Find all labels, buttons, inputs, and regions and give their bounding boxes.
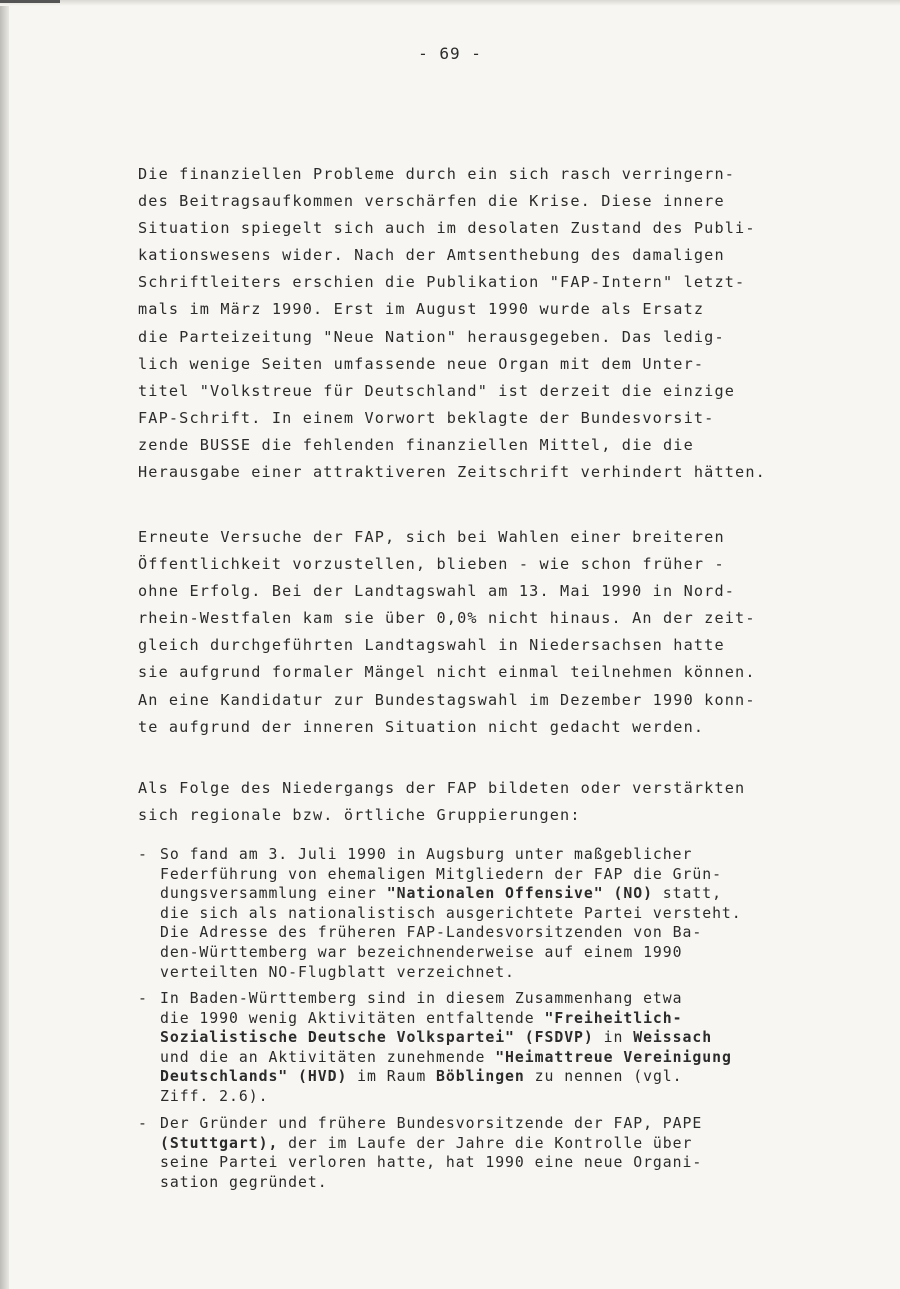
- text-segment: dungsversammlung einer: [160, 885, 387, 903]
- text-line: [160, 1028, 732, 1048]
- emphasized-name: Sozialistische Deutsche Volkspartei" (FSDVP): [160, 1029, 594, 1047]
- emphasized-name: "Heimattreue Vereinigung: [495, 1048, 732, 1066]
- text-line: sich regionale bzw. örtliche Gruppierungen:: [138, 806, 581, 825]
- scan-corner-mark: [0, 0, 60, 3]
- text-segment: den-Württemberg war bezeichnenderweise auf einem 1990: [160, 943, 683, 961]
- text-line: [160, 943, 742, 963]
- text-line: Öffentlichkeit vorzustellen, blieben - wie schon früher -: [138, 555, 725, 574]
- text-segment: und die an Aktivitäten zunehmende: [160, 1048, 496, 1066]
- text-line: [160, 1153, 702, 1173]
- text-line: An eine Kandidatur zur Bundestagswahl im Dezember 1990 konn-: [138, 690, 756, 709]
- text-segment: In Baden-Württemberg sind in diesem Zusammenhang etwa: [160, 990, 683, 1007]
- list-item-nationale-offensive: [138, 845, 742, 982]
- text-segment: im Raum: [347, 1068, 437, 1086]
- text-line: [160, 1087, 732, 1107]
- text-segment: Der Gründer und frühere Bundesvorsitzende der FAP, PAPE: [160, 1115, 703, 1132]
- list-item-text: [160, 845, 742, 982]
- emphasized-name: Weissach: [633, 1029, 713, 1047]
- text-segment: Die Adresse des früheren FAP-Landesvorsitzenden von Ba-: [160, 924, 703, 942]
- text-segment: verteilten NO-Flugblatt verzeichnet.: [160, 963, 515, 981]
- paragraph-regional-groups: [138, 775, 828, 829]
- text-segment: die 1990 wenig Aktivitäten entfaltende: [160, 1009, 545, 1027]
- text-segment: So fand am 3. Juli 1990 in Augsburg unter maßgeblicher: [160, 846, 693, 863]
- list-item-text: [160, 1114, 702, 1192]
- text-line: des Beitragsaufkommen verschärfen die Krise. Diese innere: [138, 192, 725, 211]
- text-line: Herausgabe einer attraktiveren Zeitschrift verhindert hätten.: [138, 463, 766, 482]
- page-number: - 69 -: [418, 44, 482, 63]
- text-segment: Federführung von ehemaligen Mitgliedern der FAP die Grün-: [160, 865, 722, 883]
- text-line: lich wenige Seiten umfassende neue Organ mit dem Unter-: [138, 354, 705, 373]
- emphasized-name: Deutschlands" (HVD): [160, 1068, 348, 1086]
- text-line: gleich durchgeführten Landtagswahl in Niedersachsen hatte: [138, 636, 725, 655]
- text-segment: der im Laufe der Jahre die Kontrolle über: [278, 1134, 693, 1152]
- text-segment: in: [593, 1029, 634, 1047]
- text-segment: zu nennen (vgl.: [524, 1068, 683, 1086]
- emphasized-name: "Freiheitlich-: [544, 1009, 683, 1027]
- text-segment: Ziff. 2.6).: [160, 1087, 269, 1105]
- text-segment: sation gegründet.: [160, 1173, 328, 1191]
- text-line: [160, 963, 742, 983]
- text-line: Schriftleiters erschien die Publikation "FAP-Intern" letzt-: [138, 273, 746, 292]
- text-segment: statt,: [652, 885, 722, 903]
- paragraph-elections: [138, 524, 828, 741]
- text-line: rhein-Westfalen kam sie über 0,0% nicht hinaus. An der zeit-: [138, 609, 756, 628]
- list-bullet-dash: -: [138, 846, 148, 863]
- text-line: mals im März 1990. Erst im August 1990 wurde als Ersatz: [138, 300, 705, 319]
- list-item-pape: [138, 1114, 702, 1192]
- text-line: Situation spiegelt sich auch im desolaten Zustand des Publi-: [138, 219, 756, 238]
- text-line: FAP-Schrift. In einem Vorwort beklagte der Bundesvorsit-: [138, 408, 715, 427]
- text-segment: seine Partei verloren hatte, hat 1990 eine neue Organi-: [160, 1154, 703, 1172]
- text-line: Die finanziellen Probleme durch ein sich rasch verringern-: [138, 165, 736, 183]
- text-line: [160, 1134, 702, 1154]
- text-line: [160, 1009, 732, 1029]
- list-item-fsdvp-hvd: [138, 989, 732, 1107]
- text-line: kationswesens wider. Nach der Amtsenthebung des damaligen: [138, 246, 725, 265]
- text-line: sie aufgrund formaler Mängel nicht einmal teilnehmen können.: [138, 663, 756, 682]
- text-line: [160, 1173, 702, 1193]
- emphasized-name: "Nationalen Offensive" (NO): [386, 885, 653, 903]
- scan-edge-left: [0, 0, 9, 1289]
- text-line: [160, 904, 742, 924]
- text-line: die Parteizeitung "Neue Nation" herausgegeben. Das ledig-: [138, 327, 725, 346]
- scan-edge-top: [0, 0, 900, 6]
- text-line: te aufgrund der inneren Situation nicht gedacht werden.: [138, 717, 705, 736]
- text-line: [160, 989, 732, 1009]
- text-line: Als Folge des Niedergangs der FAP bildeten oder verstärkten: [138, 779, 746, 797]
- text-line: [160, 1048, 732, 1068]
- text-line: titel "Volkstreue für Deutschland" ist derzeit die einzige: [138, 381, 736, 400]
- list-item-text: [160, 989, 732, 1107]
- list-bullet-dash: -: [138, 1115, 148, 1132]
- paragraph-finances: [138, 161, 828, 486]
- text-line: ohne Erfolg. Bei der Landtagswahl am 13. Mai 1990 in Nord-: [138, 582, 736, 601]
- emphasized-name: Böblingen: [436, 1068, 525, 1086]
- emphasized-name: (Stuttgart),: [160, 1134, 279, 1152]
- text-segment: die sich als nationalistisch ausgerichtete Partei versteht.: [160, 904, 742, 922]
- list-bullet-dash: -: [138, 990, 148, 1007]
- text-line: [160, 1114, 702, 1134]
- text-line: [160, 845, 742, 865]
- text-line: [160, 1067, 732, 1087]
- text-line: [160, 884, 742, 904]
- text-line: [160, 865, 742, 885]
- text-line: zende BUSSE die fehlenden finanziellen Mittel, die die: [138, 435, 694, 454]
- text-line: Erneute Versuche der FAP, sich bei Wahlen einer breiteren: [138, 528, 725, 546]
- text-line: [160, 923, 742, 943]
